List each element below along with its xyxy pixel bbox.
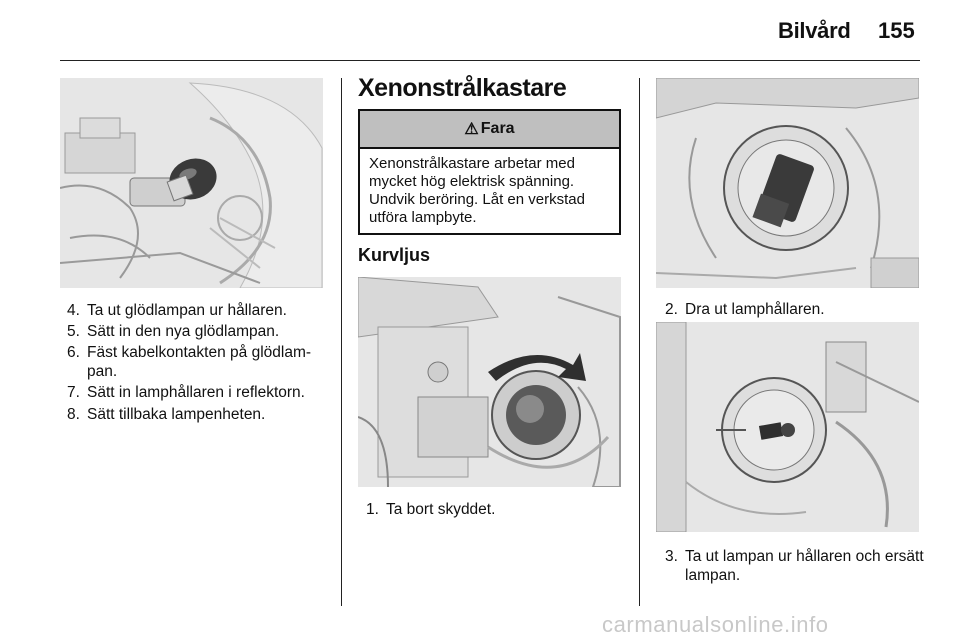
danger-header <box>360 111 619 149</box>
subsection-title: Kurvljus <box>358 245 431 265</box>
header-divider <box>60 60 920 61</box>
cornering-light-cover-illustration <box>358 277 621 487</box>
danger-label: Fara <box>480 120 515 137</box>
lamp-holder-removal-illustration <box>656 78 919 288</box>
warning-icon: ⚠ <box>464 121 479 138</box>
page-number: 155 <box>878 18 915 43</box>
page-title: Bilvård <box>778 18 851 43</box>
column-divider-2 <box>639 78 640 606</box>
bulb-replacement-illustration <box>656 322 919 532</box>
danger-text: Xenonstrålkastare arbetar med mycket hög elektrisk spänning. Undvik beröring. Låt en verkstad utföra lampbyte. <box>369 155 585 226</box>
watermark: carmanualsonline.info <box>602 612 829 637</box>
column-divider-1 <box>341 78 342 606</box>
bulb-holder-illustration <box>60 78 323 288</box>
danger-warning-box <box>358 109 621 235</box>
section-title: Xenonstrålkastare <box>358 74 567 102</box>
